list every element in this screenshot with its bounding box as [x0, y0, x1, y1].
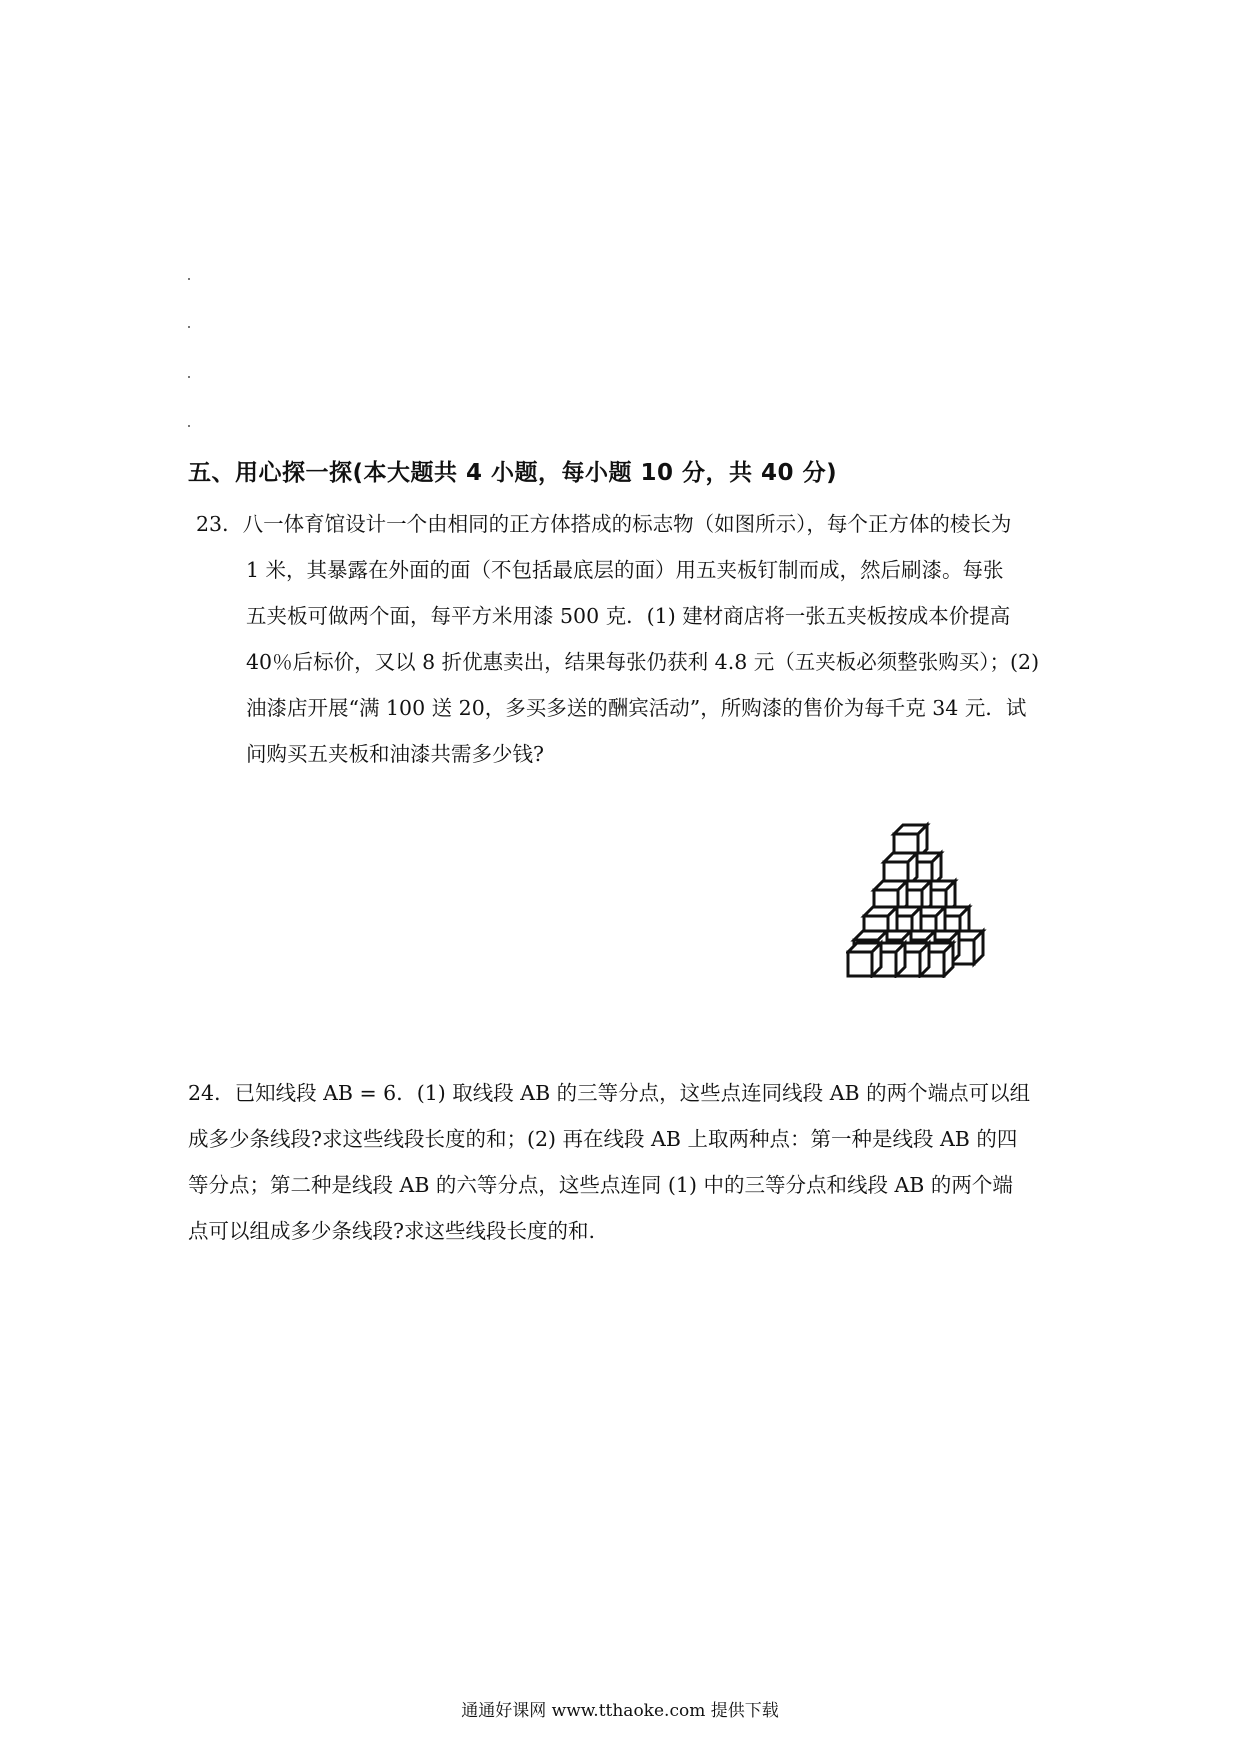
- scan-speck: [188, 425, 190, 427]
- question-23-line: 23．八一体育馆设计一个由相同的正方体搭成的标志物（如图所示），每个正方体的棱长为: [196, 512, 1012, 536]
- question-24: [188, 1070, 1068, 1254]
- question-23-line: 五夹板可做两个面，每平方米用漆 500 克．(1) 建材商店将一张五夹板按成本价提高: [246, 604, 1011, 628]
- question-23: [196, 501, 1066, 777]
- cube-pyramid-figure: [846, 812, 1014, 978]
- question-24-line: 24．已知线段 AB = 6．(1) 取线段 AB 的三等分点，这些点连同线段 AB 的两个端点可以组: [188, 1081, 1031, 1105]
- scan-speck: [188, 278, 190, 280]
- section-title: 五、用心探一探(本大题共 4 小题，每小题 10 分，共 40 分): [188, 460, 838, 486]
- footer-credit: 通通好课网 www.tthaoke.com 提供下载: [461, 1701, 779, 1721]
- scan-speck: [188, 326, 190, 328]
- question-23-line: 1 米，其暴露在外面的面（不包括最底层的面）用五夹板钉制而成，然后刷漆。每张: [246, 558, 1004, 582]
- scan-speck: [188, 376, 190, 378]
- question-23-line: 问购买五夹板和油漆共需多少钱?: [246, 742, 544, 766]
- question-24-line: 等分点；第二种是线段 AB 的六等分点，这些点连同 (1) 中的三等分点和线段 AB 的两个端: [188, 1173, 1013, 1197]
- cube-shape: [848, 943, 881, 976]
- question-23-line: 油漆店开展“满 100 送 20，多买多送的酬宾活动”，所购漆的售价为每千克 34 元．试: [246, 696, 1027, 720]
- question-23-line: 40％后标价，又以 8 折优惠卖出，结果每张仍获利 4.8 元（五夹板必须整张购买）；(2): [246, 650, 1040, 674]
- question-24-line: 点可以组成多少条线段?求这些线段长度的和.: [188, 1219, 596, 1243]
- question-24-line: 成多少条线段?求这些线段长度的和；(2) 再在线段 AB 上取两种点：第一种是线段 AB 的四: [188, 1127, 1018, 1151]
